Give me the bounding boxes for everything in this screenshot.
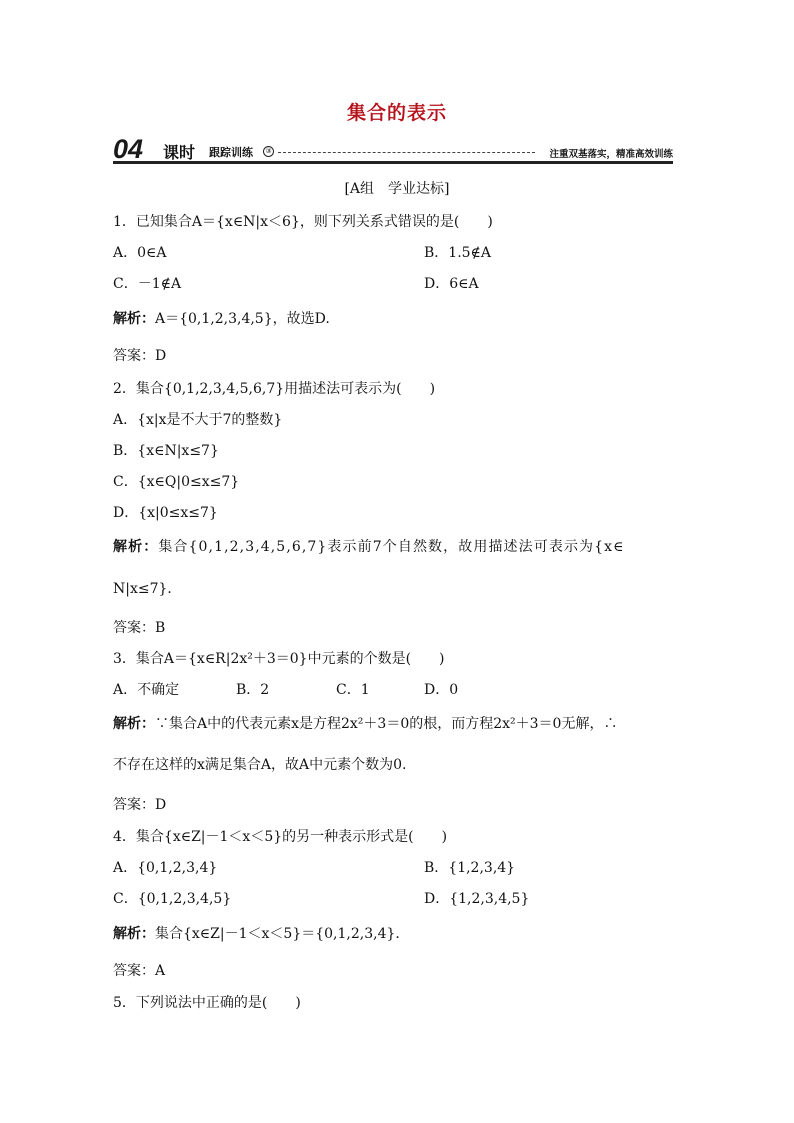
question-3-stem: 3．集合A＝{x∈R|2x²＋3＝0}中元素的个数是( ) [113,651,445,667]
banner-tagline: 注重双基落实，精准高效训练 [549,149,673,160]
q4-option-a: A．{0,1,2,3,4} [113,860,218,876]
question-4-stem: 4．集合{x∈Z|－1＜x＜5}的另一种表示形式是( ) [113,829,448,845]
q1-option-a: A．0∈A [113,245,167,261]
analysis-text: ∵集合A中的代表元素x是方程2x²＋3＝0的根，而方程2x²＋3＝0无解，∴ [155,716,618,732]
q3-option-c: C．1 [336,682,370,698]
q1-answer: 答案：D [113,348,167,364]
q2-answer: 答案：B [113,620,166,636]
follow-training-label: 跟踪训练 [209,146,253,159]
q3-option-b: B．2 [236,682,270,698]
analysis-label: 解析： [113,311,155,327]
banner-rule [113,161,673,164]
q2-analysis-line-1 [113,538,625,556]
q1-option-d: D．6∈A [424,276,479,292]
analysis-label: 解析： [113,926,155,942]
q3-option-d: D．0 [424,682,459,698]
lesson-number: 04 [113,134,144,164]
analysis-label: 解析： [113,539,159,555]
q2-analysis-line-2: N|x≤7}． [113,581,182,597]
analysis-text: A＝{0,1,2,3,4,5}，故选D. [155,311,330,327]
q4-option-d: D．{1,2,3,4,5} [424,891,530,907]
q4-option-c: C．{0,1,2,3,4,5} [113,891,232,907]
q2-option-a: A．{x|x是不大于7的整数} [113,412,283,428]
question-2-stem: 2．集合{0,1,2,3,4,5,6,7}用描述法可表示为( ) [113,381,436,397]
lesson-word: 课时 [163,143,196,162]
lesson-banner [113,134,673,166]
q4-option-b: B．{1,2,3,4} [424,860,516,876]
question-5-stem: 5．下列说法中正确的是( ) [113,995,301,1011]
q1-analysis [113,310,330,328]
q3-analysis-line-1 [113,715,617,733]
q1-option-b: B．1.5∉A [424,245,492,261]
q1-option-c: C．－1∉A [113,276,182,292]
q2-option-c: C．{x∈Q|0≤x≤7} [113,474,240,490]
section-header: [A组 学业达标] [344,181,450,197]
analysis-text: 集合{x∈Z|－1＜x＜5}＝{0,1,2,3,4}． [155,926,410,942]
q3-analysis-line-2: 不存在这样的x满足集合A，故A中元素个数为0. [113,757,407,773]
q4-answer: 答案：A [113,963,166,979]
q2-option-b: B．{x∈N|x≤7} [113,443,219,459]
q3-option-a: A．不确定 [113,682,180,698]
q2-option-d: D．{x|0≤x≤7} [113,505,218,521]
q4-analysis [113,925,409,943]
question-1-stem: 1．已知集合A＝{x∈N|x＜6}，则下列关系式错误的是( ) [113,214,493,230]
analysis-text: 集合{0,1,2,3,4,5,6,7}表示前7个自然数，故用描述法可表示为{x∈ [158,539,625,555]
dashed-divider [278,152,535,153]
q3-answer: 答案：D [113,797,167,813]
circle-number-icon: ③ [263,146,274,157]
page-title: 集合的表示 [346,102,447,124]
analysis-label: 解析： [113,716,155,732]
